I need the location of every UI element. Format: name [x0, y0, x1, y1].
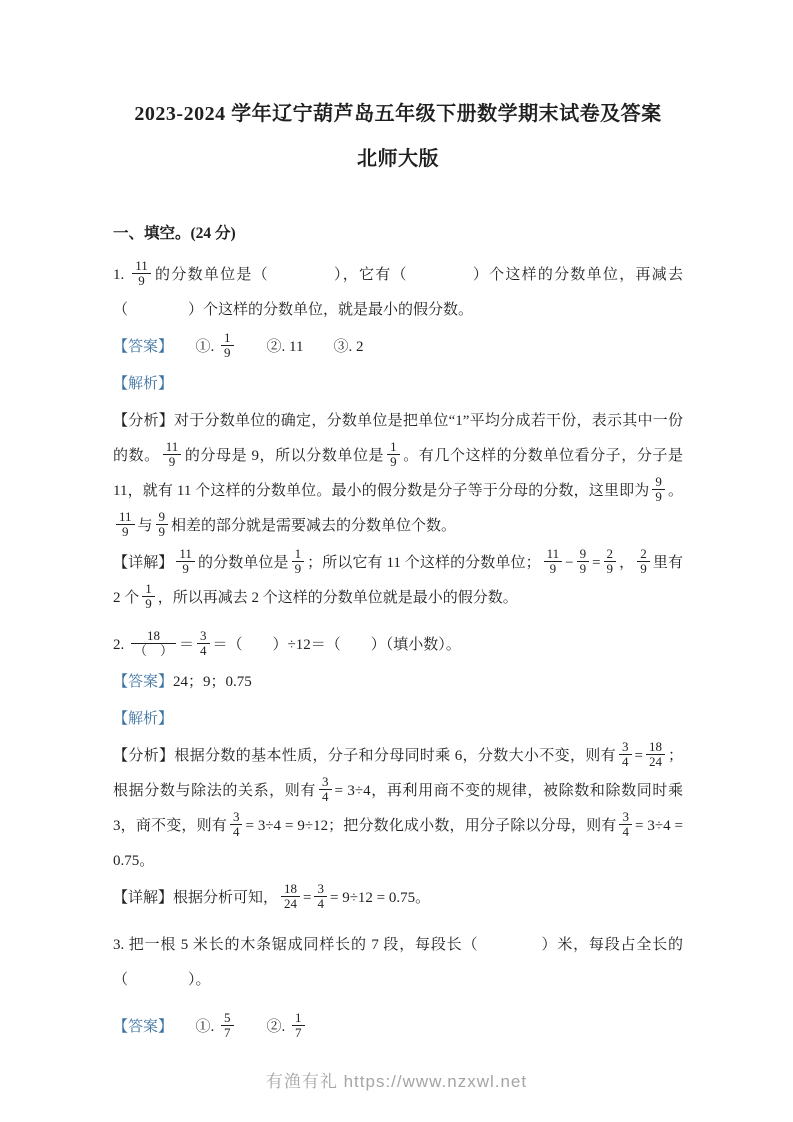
watermark-footer: 有渔有礼 https://www.nzxwl.net	[265, 1072, 528, 1091]
fraction: $\frac{9}{9}$	[652, 475, 665, 505]
fraction: $\frac{5}{7}$	[221, 1011, 234, 1041]
fraction: $\frac{1}{9}$	[142, 582, 155, 612]
section-heading-fill-in-blanks: 一、填空。(24 分)	[113, 225, 236, 242]
fraction: $\frac{9}{9}$	[156, 510, 169, 540]
question-2-text: 2. $\frac{18}{( )}$ ＝ $\frac{3}{4}$ ＝（ ）÷12＝（ ）（填小数）。	[113, 627, 461, 659]
fraction: $\frac{3}{4}$	[619, 810, 632, 840]
fraction: $\frac{11}{9}$	[544, 547, 563, 577]
fraction: $\frac{3}{4}$	[230, 810, 243, 840]
answer-3-line: 【答案】 ①. $\frac{5}{7}$ ②. $\frac{1}{7}$	[113, 1010, 683, 1045]
blue-bracket-label: 【解析】	[113, 711, 174, 727]
fraction: $\frac{18}{24}$	[646, 740, 665, 770]
explanation-label-1	[113, 367, 683, 402]
analysis-1-paragraph: 【分析】对于分数单位的确定，分数单位是把单位“1”平均分成若干份，表示其中一份的数。 $\frac{11}{9}$ 的分母是 9，所以分数单位是 $\frac{1}{9}$ 。有几个这样的分数单位看分子，分子是 11，就有 11 个这样的分数单位。最小的假分数是分子等于分母的分数，这里即为 $\frac{9}{9}$ 。 $\frac{11}{9}$ 与 $\frac{9}{9}$ 相差的部分就是需要减去的分数单位个数。	[113, 413, 683, 540]
blue-bracket-label: 【答案】	[113, 674, 174, 690]
blue-bracket-label: 【解析】	[113, 376, 174, 392]
fraction: $\frac{18}{( )}$	[131, 629, 176, 659]
fraction: $\frac{1}{7}$	[292, 1011, 305, 1041]
document-title	[113, 92, 683, 182]
fraction: $\frac{1}{9}$	[292, 547, 305, 577]
fraction: $\frac{18}{24}$	[281, 882, 300, 912]
answer-2-line: 【答案】24；9；0.75	[113, 674, 252, 690]
fraction: $\frac{3}{4}$	[314, 882, 327, 912]
fraction: $\frac{3}{4}$	[319, 775, 332, 805]
fraction: $\frac{1}{9}$	[387, 440, 400, 470]
fraction: $\frac{3}{4}$	[619, 740, 632, 770]
fraction: $\frac{11}{9}$	[132, 259, 151, 289]
fraction: $\frac{2}{9}$	[604, 547, 617, 577]
title-line-1: 2023-2024 学年辽宁葫芦岛五年级下册数学期末试卷及答案	[134, 103, 662, 125]
question-1-text: 1. $\frac{11}{9}$ 的分数单位是（ ），它有（ ）个这样的分数单位，再减去（ ）个这样的分数单位，就是最小的假分数。	[113, 257, 683, 318]
fraction: $\frac{3}{4}$	[197, 629, 210, 659]
question-3-text: 3. 把一根 5 米长的木条锯成同样长的 7 段，每段长（ ）米，每段占全长的（ ）。	[113, 937, 683, 988]
fraction: $\frac{11}{9}$	[163, 440, 182, 470]
blue-bracket-label: 【答案】	[113, 1019, 166, 1035]
analysis-2-paragraph: 【分析】根据分数的基本性质，分子和分母同时乘 6，分数大小不变，则有 $\frac{3}{4}$ = $\frac{18}{24}$ ；根据分数与除法的关系，则有 $\frac{3}{4}$ = 3÷4，再利用商不变的规律，被除数和除数同时乘 3，商不变，则有 $\frac{3}{4}$ = 3÷4 = 9÷12；把分数化成小数，用分子除以分母，则有 $\frac{3}{4}$ = 3÷4 = 0.75。	[113, 738, 683, 869]
detail-2-paragraph: 【详解】根据分析可知， $\frac{18}{24}$ = $\frac{3}{4}$ = 9÷12 = 0.75。	[113, 880, 431, 912]
title-line-2: 北师大版	[357, 148, 439, 170]
fraction: $\frac{11}{9}$	[116, 510, 135, 540]
answer-1-line: 【答案】 ①. $\frac{1}{9}$ ②. 11 ③. 2	[113, 329, 364, 361]
fraction: $\frac{2}{9}$	[637, 547, 650, 577]
blue-bracket-label: 【答案】	[113, 339, 166, 355]
detail-1-paragraph: 【详解】 $\frac{11}{9}$ 的分数单位是 $\frac{1}{9}$ ；所以它有 11 个这样的分数单位； $\frac{11}{9}$ − $\frac{9}{9}$ = $\frac{2}{9}$ ， $\frac{2}{9}$ 里有 2 个 $\frac{1}{9}$ ，所以再减去 2 个这样的分数单位就是最小的假分数。	[113, 545, 683, 612]
fraction: $\frac{11}{9}$	[176, 547, 195, 577]
fraction: $\frac{9}{9}$	[577, 547, 590, 577]
explanation-label-2	[113, 702, 683, 737]
fraction: $\frac{1}{9}$	[221, 331, 234, 361]
